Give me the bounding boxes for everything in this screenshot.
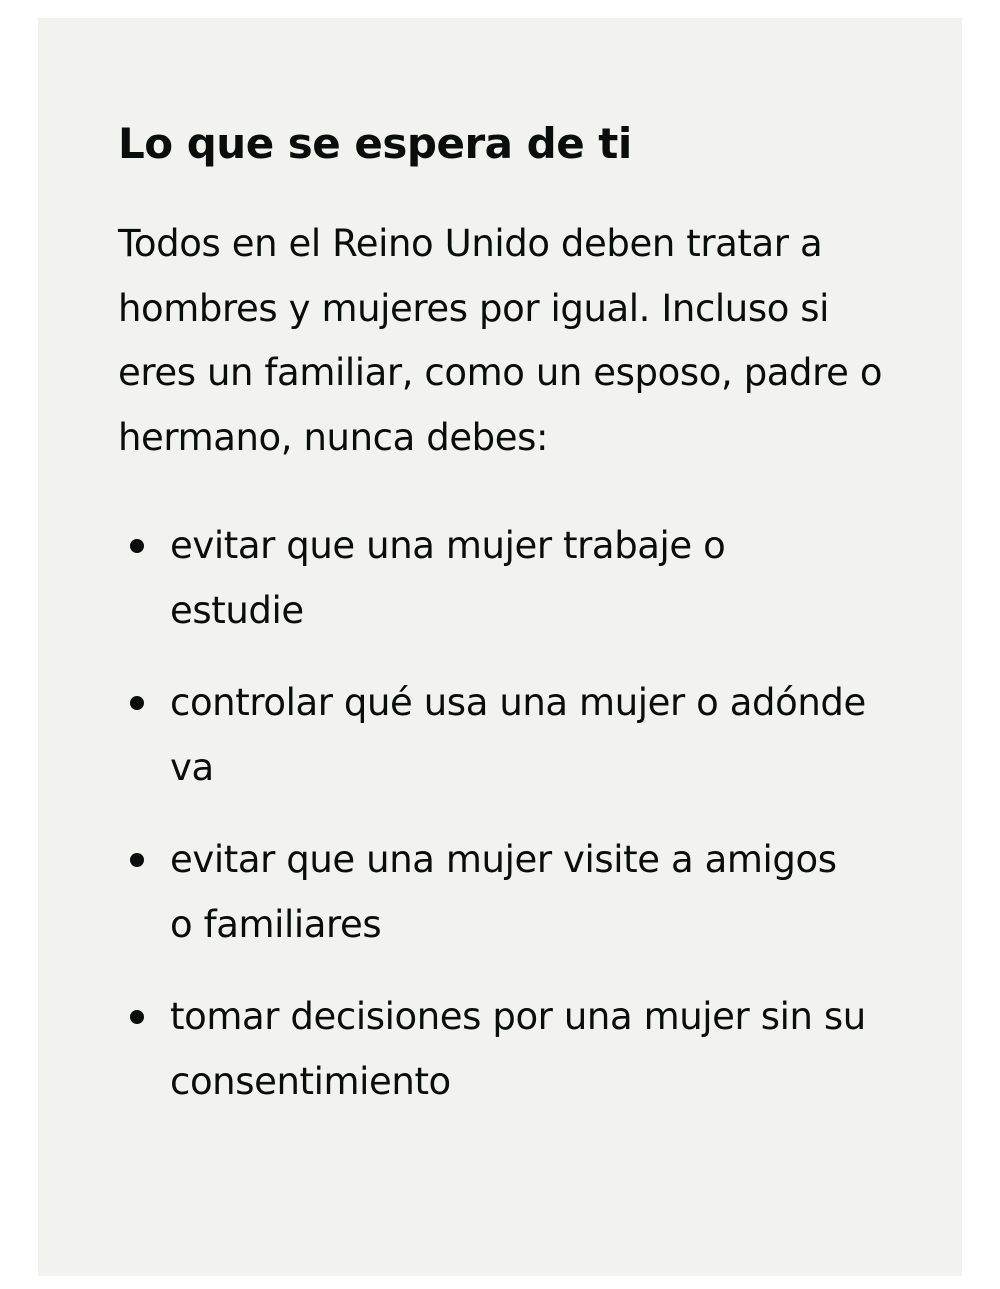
list-item <box>118 828 870 957</box>
list-item-text: tomar decisiones por una mujer sin su consentimiento <box>170 995 866 1103</box>
bullet-icon <box>130 696 144 710</box>
list-item-text: evitar que una mujer visite a amigos o familiares <box>170 838 837 946</box>
list-item-text: controlar qué usa una mujer o adónde va <box>170 681 866 789</box>
prohibited-actions-list <box>118 514 902 1114</box>
content-panel <box>38 18 962 1276</box>
bullet-icon <box>130 853 144 867</box>
bullet-icon <box>130 539 144 553</box>
intro-paragraph: Todos en el Reino Unido deben tratar a hombres y mujeres por igual. Incluso si eres un familiar, como un esposo, padre o hermano, nunca debes: <box>118 222 883 459</box>
list-item <box>118 671 870 800</box>
list-item <box>118 514 870 643</box>
list-item <box>118 985 870 1114</box>
bullet-icon <box>130 1010 144 1024</box>
list-item-text: evitar que una mujer trabaje o estudie <box>170 524 726 632</box>
section-heading: Lo que se espera de ti <box>118 119 632 168</box>
